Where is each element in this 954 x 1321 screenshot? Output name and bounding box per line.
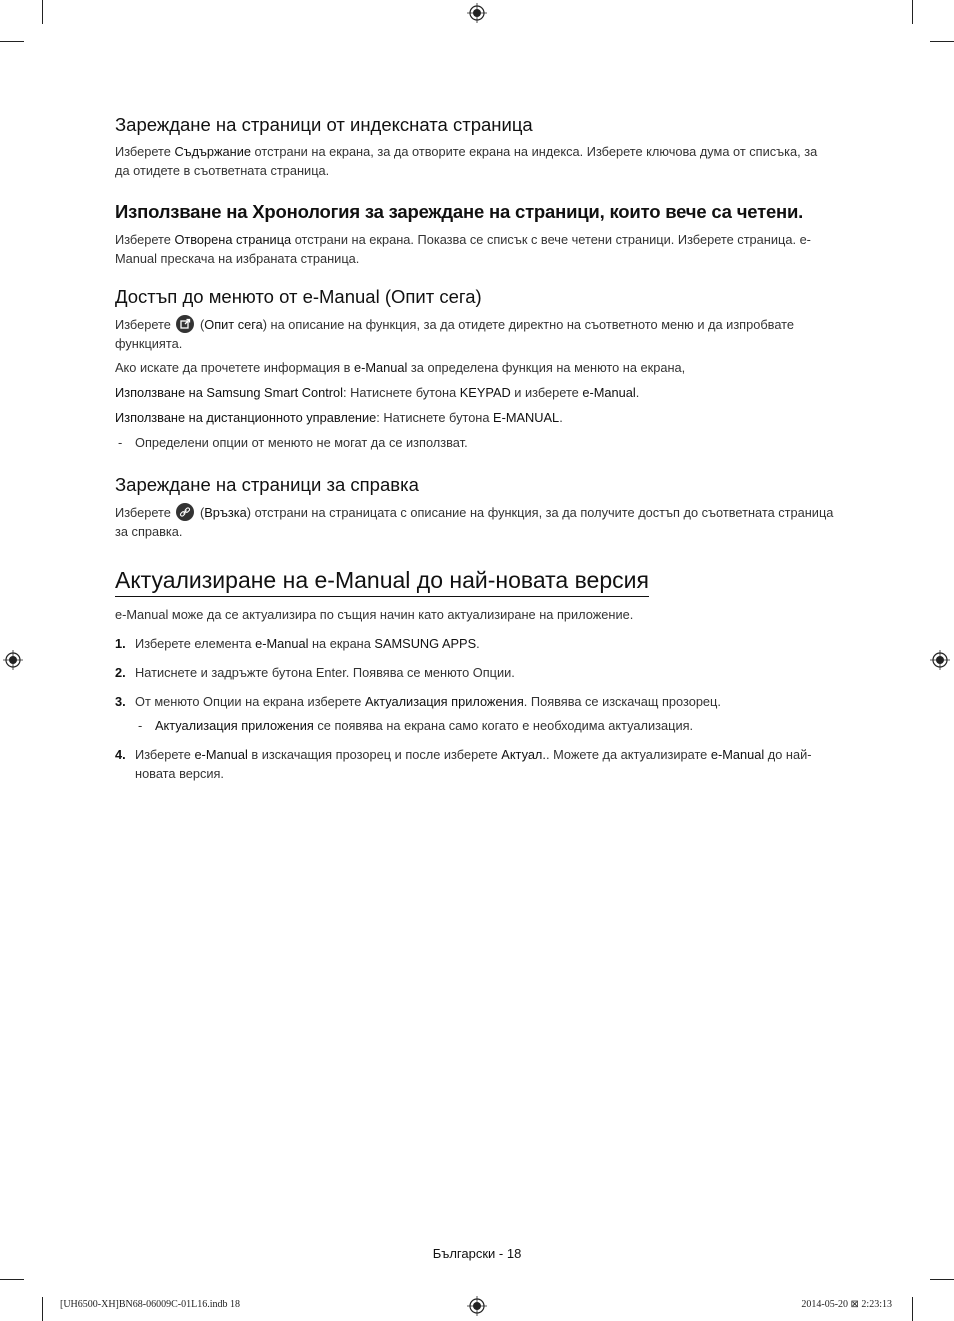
registration-mark-icon	[467, 1296, 487, 1316]
crop-mark	[912, 0, 913, 24]
section-heading-reference: Зареждане на страници за справка	[115, 474, 419, 495]
link-icon	[176, 503, 194, 521]
menu-label-contents: Съдържание	[174, 144, 251, 159]
registration-mark-icon	[3, 650, 23, 670]
file-info: [UH6500-XH]BN68-06009C-01L16.indb 18	[60, 1299, 240, 1310]
registration-mark-icon	[930, 650, 950, 670]
list-item: 1. Изберете елемента e-Manual на екрана SAMSUNG APPS.	[115, 636, 480, 651]
instruction-smart-control: Използване на Samsung Smart Control: Натиснете бутона KEYPAD и изберете e-Manual.	[115, 385, 640, 400]
section-body-try-now: Изберете (Опит сега) на описание на функция, за да отидете директно на съответното меню и да изпробвате функцията.	[115, 317, 795, 351]
crop-mark	[930, 41, 954, 42]
link-try-now: Опит сега	[204, 317, 263, 332]
section-heading-history: Използване на Хронология за зареждане на страници, които вече са четени.	[115, 201, 804, 222]
crop-mark	[42, 1297, 43, 1321]
try-now-icon	[176, 315, 194, 333]
section-body-read-info: Ако искате да прочетете информация в e-Manual за определена функция на менюто на екрана,	[115, 360, 686, 375]
section-heading-index: Зареждане на страници от индексната страница	[115, 114, 533, 135]
list-item: 3. От менюто Опции на екрана изберете Актуализация приложения. Появява се изскачащ прозорец. - Актуализация приложения се появява на екрана само когато е необходима актуализация.	[115, 692, 835, 735]
instruction-remote-control: Използване на дистанционното управление: Натиснете бутона E-MANUAL.	[115, 410, 563, 425]
update-steps	[115, 634, 835, 783]
section-body-reference: Изберете (Връзка) отстрани на страницата с описание на функция, за да получите достъп до съответната страница за справка.	[115, 505, 834, 539]
page-number: Български - 18	[432, 1246, 522, 1261]
crop-mark	[930, 1279, 954, 1280]
section-heading-try-now: Достъп до менюто от e-Manual (Опит сега)	[115, 286, 482, 307]
section-body-history: Изберете Отворена страница отстрани на екрана. Показва се списък с вече четени страници. Изберете страница. e-Manual прескача на избраната страница.	[115, 232, 811, 266]
update-intro: e-Manual може да се актуализира по същия начин като актуализиране на приложение.	[115, 607, 634, 622]
link-reference: Връзка	[204, 505, 247, 520]
crop-mark	[0, 1279, 24, 1280]
note-unavailable-options: - Определени опции от менюто не могат да се използват.	[115, 433, 835, 452]
registration-mark-icon	[467, 3, 487, 23]
section-body-index: Изберете Съдържание отстрани на екрана, за да отворите екрана на индекса. Изберете ключова дума от списъка, за да отидете в съответната страница.	[115, 144, 818, 178]
print-timestamp: 2014-05-20 ⊠ 2:23:13	[801, 1299, 892, 1310]
crop-mark	[0, 41, 24, 42]
step-note: - Актуализация приложения се появява на екрана само когато е необходима актуализация.	[135, 716, 835, 735]
list-item: 2. Натиснете и задръжте бутона Enter. Появява се менюто Опции.	[115, 665, 515, 680]
page-content	[115, 112, 835, 783]
crop-mark	[42, 0, 43, 24]
main-heading-update: Актуализиране на e-Manual до най-новата версия	[115, 565, 649, 597]
menu-label-opened-page: Отворена страница	[174, 232, 292, 247]
crop-mark	[912, 1297, 913, 1321]
list-item: 4. Изберете e-Manual в изскачащия прозорец и после изберете Актуал.. Можете да актуализирате e-Manual до най-новата версия.	[115, 747, 812, 781]
